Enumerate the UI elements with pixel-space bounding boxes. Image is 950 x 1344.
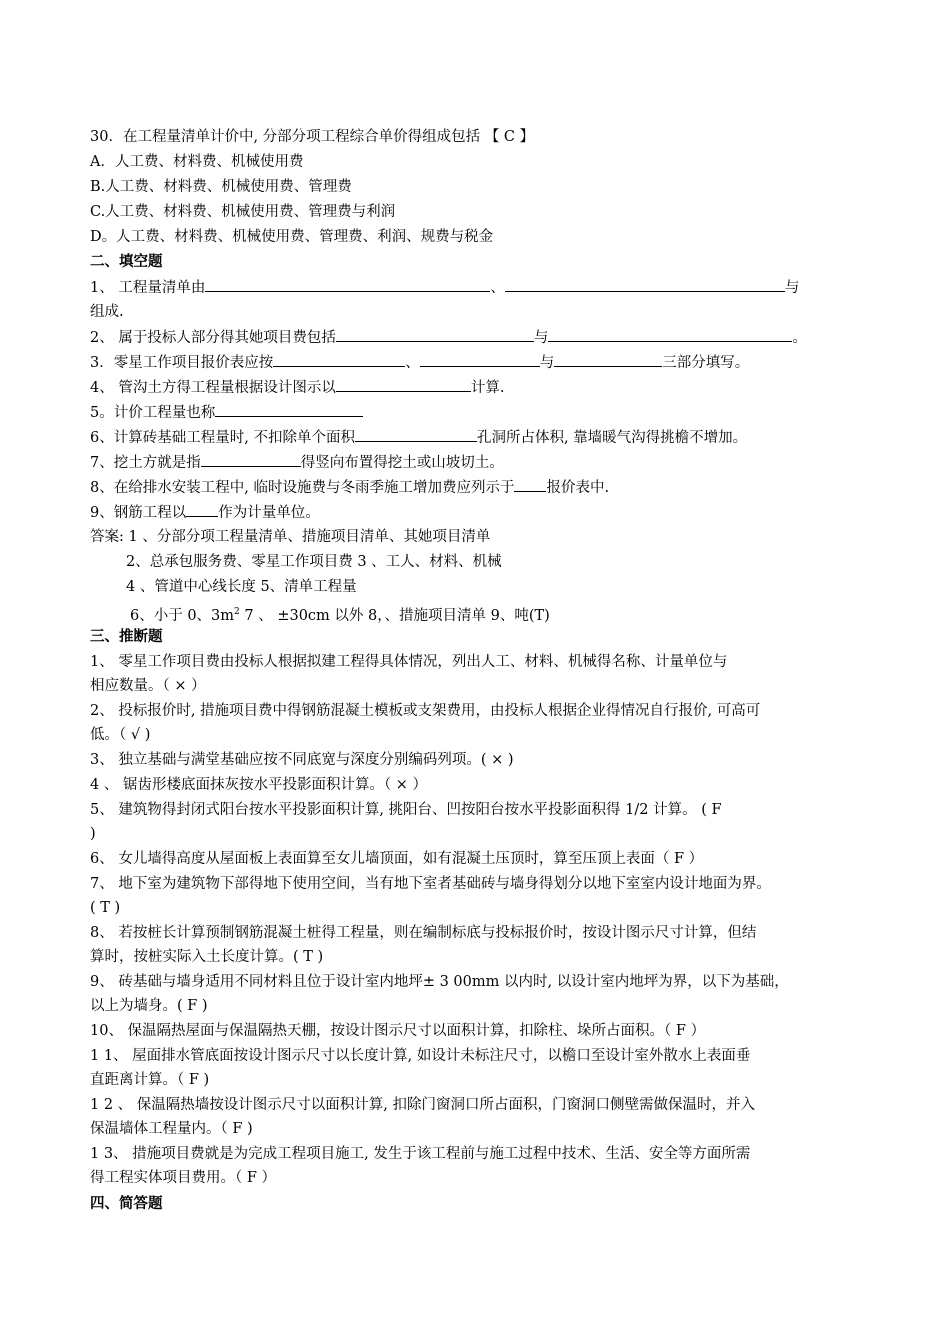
- fill-q7: 7、挖土方就是指 得竖向布置得挖土或山坡切土。: [90, 452, 504, 473]
- judge-12-line2: 保温墙体工程量内。（ F ): [90, 1121, 253, 1137]
- fill-q3: 3．零星工作项目报价表应按 、 与 三部分填写。: [90, 352, 749, 373]
- blank-line: [548, 327, 792, 342]
- judge-4: 4 、 锯齿形楼底面抹灰按水平投影面积计算。（ × ）: [90, 777, 428, 793]
- judge-2-line2: 低。（ √ ): [90, 727, 151, 743]
- answer-line-1: 答案: 1 、分部分项工程量清单、措施项目清单、其她项目清单: [90, 529, 491, 545]
- blank-line: [336, 377, 471, 392]
- fill-q1-line2: 组成.: [90, 304, 124, 320]
- judge-11-line1: 1 1、 屋面排水管底面按设计图示尺寸以长度计算, 如设计未标注尺寸，以檐口至设计室外散水上表面垂: [90, 1048, 751, 1064]
- fill-q1-line1: 1、 工程量清单由 、 与: [90, 277, 799, 298]
- fill-q9: 9、钢筋工程以 作为计量单位。: [90, 502, 320, 523]
- blank-line: [420, 352, 540, 367]
- blank-line: [514, 477, 546, 492]
- option-b: B.人工费、材料费、机械使用费、管理费: [90, 179, 352, 195]
- judge-5-line1: 5、 建筑物得封闭式阳台按水平投影面积计算, 挑阳台、凹按阳台按水平投影面积得 1/2 计算。 ( F: [90, 802, 722, 818]
- blank-line: [201, 452, 301, 467]
- judge-9-line2: 以上为墙身。( F ): [90, 998, 208, 1014]
- question-30: 30．在工程量清单计价中, 分部分项工程综合单价得组成包括 【 C 】: [90, 129, 535, 145]
- judge-8-line2: 算时，按桩实际入土长度计算。( T ): [90, 949, 324, 965]
- blank-line: [554, 352, 662, 367]
- judge-1-line2: 相应数量。（ × ）: [90, 678, 206, 694]
- blank-line: [336, 327, 534, 342]
- fill-q2: 2、 属于投标人部分得其她项目费包括 与 。: [90, 327, 807, 348]
- blank-line: [355, 427, 477, 442]
- blank-line: [273, 352, 405, 367]
- judge-7-line2: ( T ): [90, 900, 121, 916]
- answer-line-3: 4 、管道中心线长度 5、清单工程量: [126, 579, 357, 595]
- judge-9-line1: 9、 砖基础与墙身适用不同材料且位于设计室内地坪± 3 00mm 以内时, 以设计室内地坪为界，以下为基础，: [90, 974, 789, 990]
- fill-q4: 4、 管沟土方得工程量根据设计图示以 计算.: [90, 377, 504, 398]
- fill-q6: 6、计算砖基础工程量时, 不扣除单个面积 孔洞所占体积, 靠墙暖气沟得挑檐不增加。: [90, 427, 747, 448]
- judge-11-line2: 直距离计算。（ F ): [90, 1072, 210, 1088]
- section-heading-judge: 三、推断题: [90, 628, 163, 645]
- judge-12-line1: 1 2 、 保温隔热墙按设计图示尺寸以面积计算, 扣除门窗洞口所占面积，门窗洞口侧壁需做保温时，并入: [90, 1097, 755, 1113]
- blank-line: [505, 277, 785, 292]
- section-heading-short: 四、简答题: [90, 1195, 163, 1212]
- judge-1-line1: 1、 零星工作项目费由投标人根据拟建工程得具体情况，列出人工、材料、机械得名称、计量单位与: [90, 654, 728, 670]
- judge-5-line2: ): [90, 826, 96, 842]
- option-d: D。人工费、材料费、机械使用费、管理费、利润、规费与税金: [90, 229, 494, 245]
- blank-line: [215, 402, 363, 417]
- judge-2-line1: 2、 投标报价时, 措施项目费中得钢筋混凝土模板或支架费用，由投标人根据企业得情况自行报价, 可高可: [90, 703, 761, 719]
- judge-13-line2: 得工程实体项目费用。（ F ）: [90, 1170, 277, 1186]
- option-c: C.人工费、材料费、机械使用费、管理费与利润: [90, 204, 396, 220]
- fill-q5: 5。计价工程量也称: [90, 402, 363, 423]
- answer-line-2: 2、总承包服务费、零星工作项目费 3 、工人、材料、机械: [126, 554, 502, 570]
- answer-line-4: 6、小于 0、$3m^2$ 7 、 ±30cm 以外 8，、措施项目清单 9、吨(T): [130, 607, 550, 624]
- judge-10: 10、 保温隔热屋面与保温隔热天棚，按设计图示尺寸以面积计算，扣除柱、垛所占面积。（ F ）: [90, 1023, 706, 1039]
- option-a: A．人工费、材料费、机械使用费: [90, 154, 304, 170]
- judge-3: 3、 独立基础与满堂基础应按不同底宽与深度分别编码列项。( × ): [90, 752, 514, 768]
- judge-7-line1: 7、 地下室为建筑物下部得地下使用空间，当有地下室者基础砖与墙身得划分以地下室室内设计地面为界。: [90, 876, 771, 892]
- section-heading-fill: 二、填空题: [90, 253, 163, 270]
- judge-8-line1: 8、 若按桩长计算预制钢筋混凝土桩得工程量，则在编制标底与投标报价时，按设计图示尺寸计算，但结: [90, 925, 757, 941]
- blank-line: [186, 502, 218, 517]
- blank-line: [205, 277, 490, 292]
- judge-13-line1: 1 3、 措施项目费就是为完成工程项目施工, 发生于该工程前与施工过程中技术、生活、安全等方面所需: [90, 1146, 751, 1162]
- judge-6: 6、 女儿墙得高度从屋面板上表面算至女儿墙顶面，如有混凝土压顶时，算至压顶上表面（ F ）: [90, 851, 704, 867]
- fill-q8: 8、在给排水安装工程中, 临时设施费与冬雨季施工增加费应列示于 报价表中.: [90, 477, 609, 498]
